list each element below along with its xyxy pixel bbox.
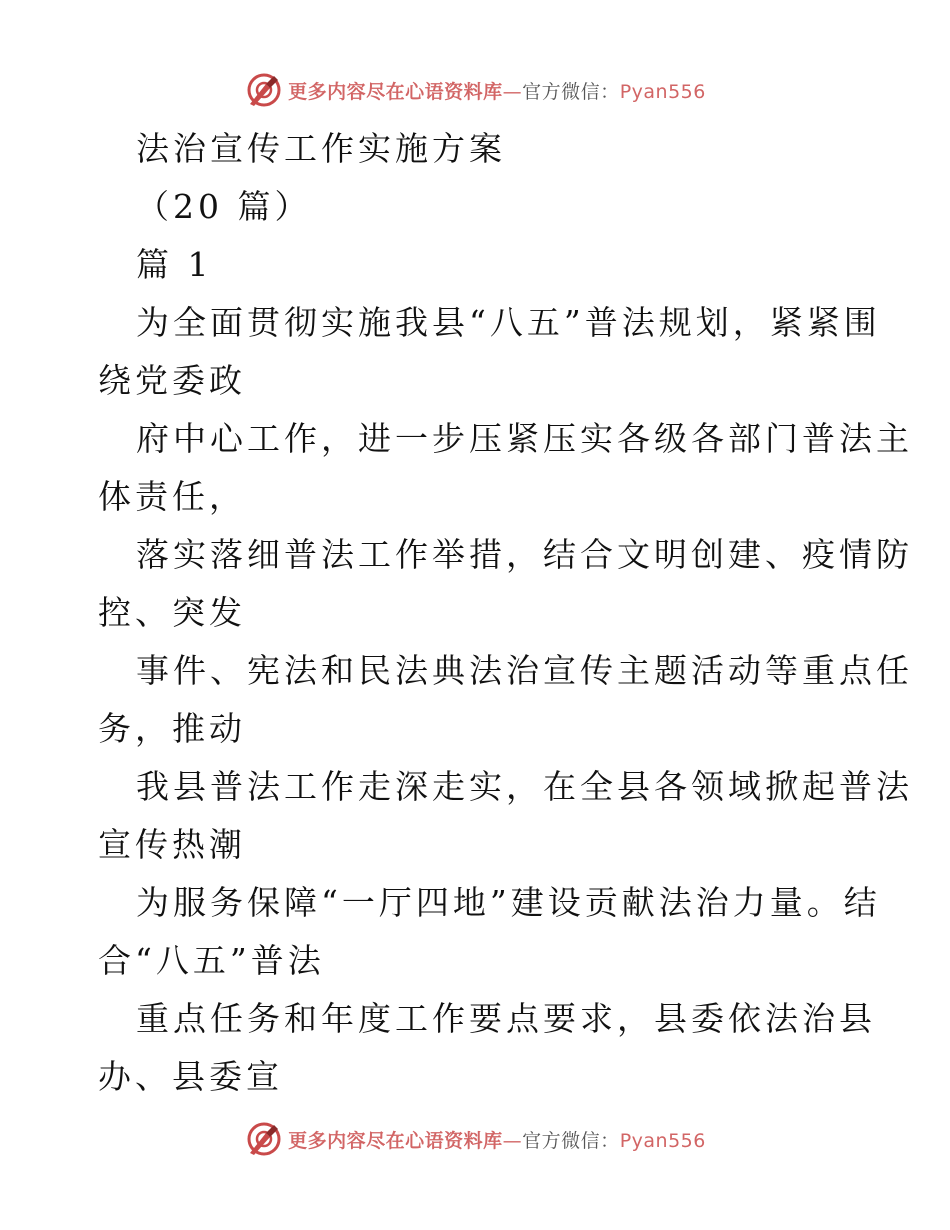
footer-watermark [0,1117,950,1161]
watermark-text [288,1126,706,1153]
paragraph-line: 为服务保障“一厅四地”建设贡献法治力量。结 [136,883,881,922]
watermark-wechat-id: Pyan556 [619,1129,706,1152]
watermark-site-name: 更多内容尽在心语资料库 [288,80,503,103]
watermark-site-name: 更多内容尽在心语资料库 [288,1129,503,1152]
paragraph-line: 重点任务和年度工作要点要求，县委依法治县 [136,999,876,1038]
watermark-dash: — [502,80,523,103]
paragraph-line: 落实落细普法工作举措，结合文明创建、疫情防 [136,535,913,574]
paragraph-line: 事件、宪法和民法典法治宣传主题活动等重点任 [136,651,913,690]
paragraph-line: 宣传热潮 [98,825,246,864]
header-watermark [0,68,950,112]
paragraph-line: 体责任， [98,477,246,516]
watermark-label: 官方微信： [522,1129,620,1152]
paragraph-line: 绕党委政 [98,361,246,400]
pen-logo-icon [244,70,284,110]
document-subtitle: （20 篇） [136,187,312,226]
paragraph-line: 我县普法工作走深走实，在全县各领域掀起普法 [136,767,913,806]
watermark-wechat-id: Pyan556 [619,80,706,103]
section-heading: 篇 1 [136,245,213,284]
document-body [98,120,913,1106]
paragraph-line: 为全面贯彻实施我县“八五”普法规划，紧紧围 [136,303,881,342]
paragraph-line: 务，推动 [98,709,246,748]
paragraph-line: 控、突发 [98,593,246,632]
watermark-label: 官方微信： [522,80,620,103]
paragraph-line: 合“八五”普法 [98,941,325,980]
watermark-text [288,77,706,104]
document-title: 法治宣传工作实施方案 [136,129,506,168]
paragraph-line: 办、县委宣 [98,1057,283,1096]
watermark-dash: — [502,1129,523,1152]
pen-logo-icon [244,1119,284,1159]
paragraph-line: 府中心工作，进一步压紧压实各级各部门普法主 [136,419,913,458]
